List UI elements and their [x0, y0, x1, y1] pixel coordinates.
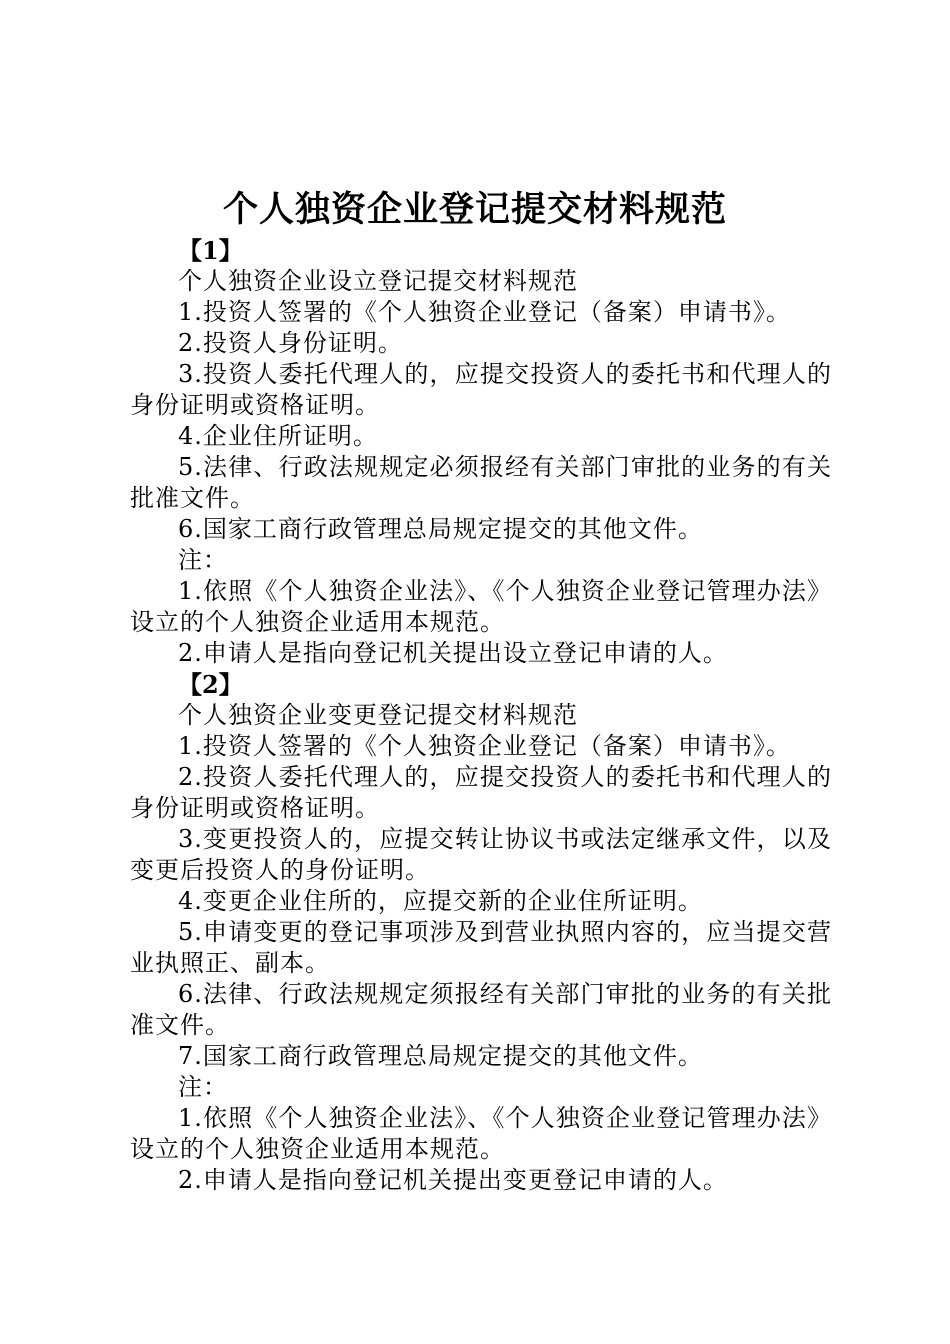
paragraph: 1.投资人签署的《个人独资企业登记（备案）申请书》。: [178, 298, 791, 326]
note-paragraph: 2.申请人是指向登记机关提出设立登记申请的人。: [178, 639, 728, 667]
paragraph: 1.投资人签署的《个人独资企业登记（备案）申请书》。: [178, 732, 791, 760]
paragraph: 6.国家工商行政管理总局规定提交的其他文件。: [178, 515, 703, 543]
note-paragraph: 1.依照《个人独资企业法》、《个人独资企业登记管理办法》设立的个人独资企业适用本规范。: [130, 1104, 832, 1163]
note-paragraph: 1.依照《个人独资企业法》、《个人独资企业登记管理办法》设立的个人独资企业适用本规范。: [130, 577, 832, 636]
section-heading: 个人独资企业变更登记提交材料规范: [178, 701, 578, 729]
paragraph: 3.投资人委托代理人的，应提交投资人的委托书和代理人的身份证明或资格证明。: [130, 360, 832, 419]
section-2: [130, 669, 832, 1196]
paragraph: 3.变更投资人的，应提交转让协议书或法定继承文件，以及变更后投资人的身份证明。: [130, 825, 832, 884]
section-heading: 个人独资企业设立登记提交材料规范: [178, 267, 578, 295]
section-marker: 【2】: [178, 670, 243, 699]
paragraph: 6.法律、行政法规规定须报经有关部门审批的业务的有关批准文件。: [130, 980, 832, 1039]
paragraph: 4.企业住所证明。: [178, 422, 378, 450]
note-paragraph: 2.申请人是指向登记机关提出变更登记申请的人。: [178, 1166, 728, 1194]
paragraph: 5.申请变更的登记事项涉及到营业执照内容的，应当提交营业执照正、副本。: [130, 918, 832, 977]
paragraph: 5.法律、行政法规规定必须报经有关部门审批的业务的有关批准文件。: [130, 453, 832, 512]
paragraph: 2.投资人身份证明。: [178, 329, 403, 357]
section-marker: 【1】: [178, 236, 243, 265]
note-label: 注：: [178, 1073, 228, 1101]
document-body: [130, 235, 832, 1196]
paragraph: 2.投资人委托代理人的，应提交投资人的委托书和代理人的身份证明或资格证明。: [130, 763, 832, 822]
paragraph: 4.变更企业住所的，应提交新的企业住所证明。: [178, 887, 703, 915]
section-1: [130, 235, 832, 669]
document-title: 个人独资企业登记提交材料规范: [222, 189, 727, 230]
paragraph: 7.国家工商行政管理总局规定提交的其他文件。: [178, 1042, 703, 1070]
note-label: 注：: [178, 546, 228, 574]
